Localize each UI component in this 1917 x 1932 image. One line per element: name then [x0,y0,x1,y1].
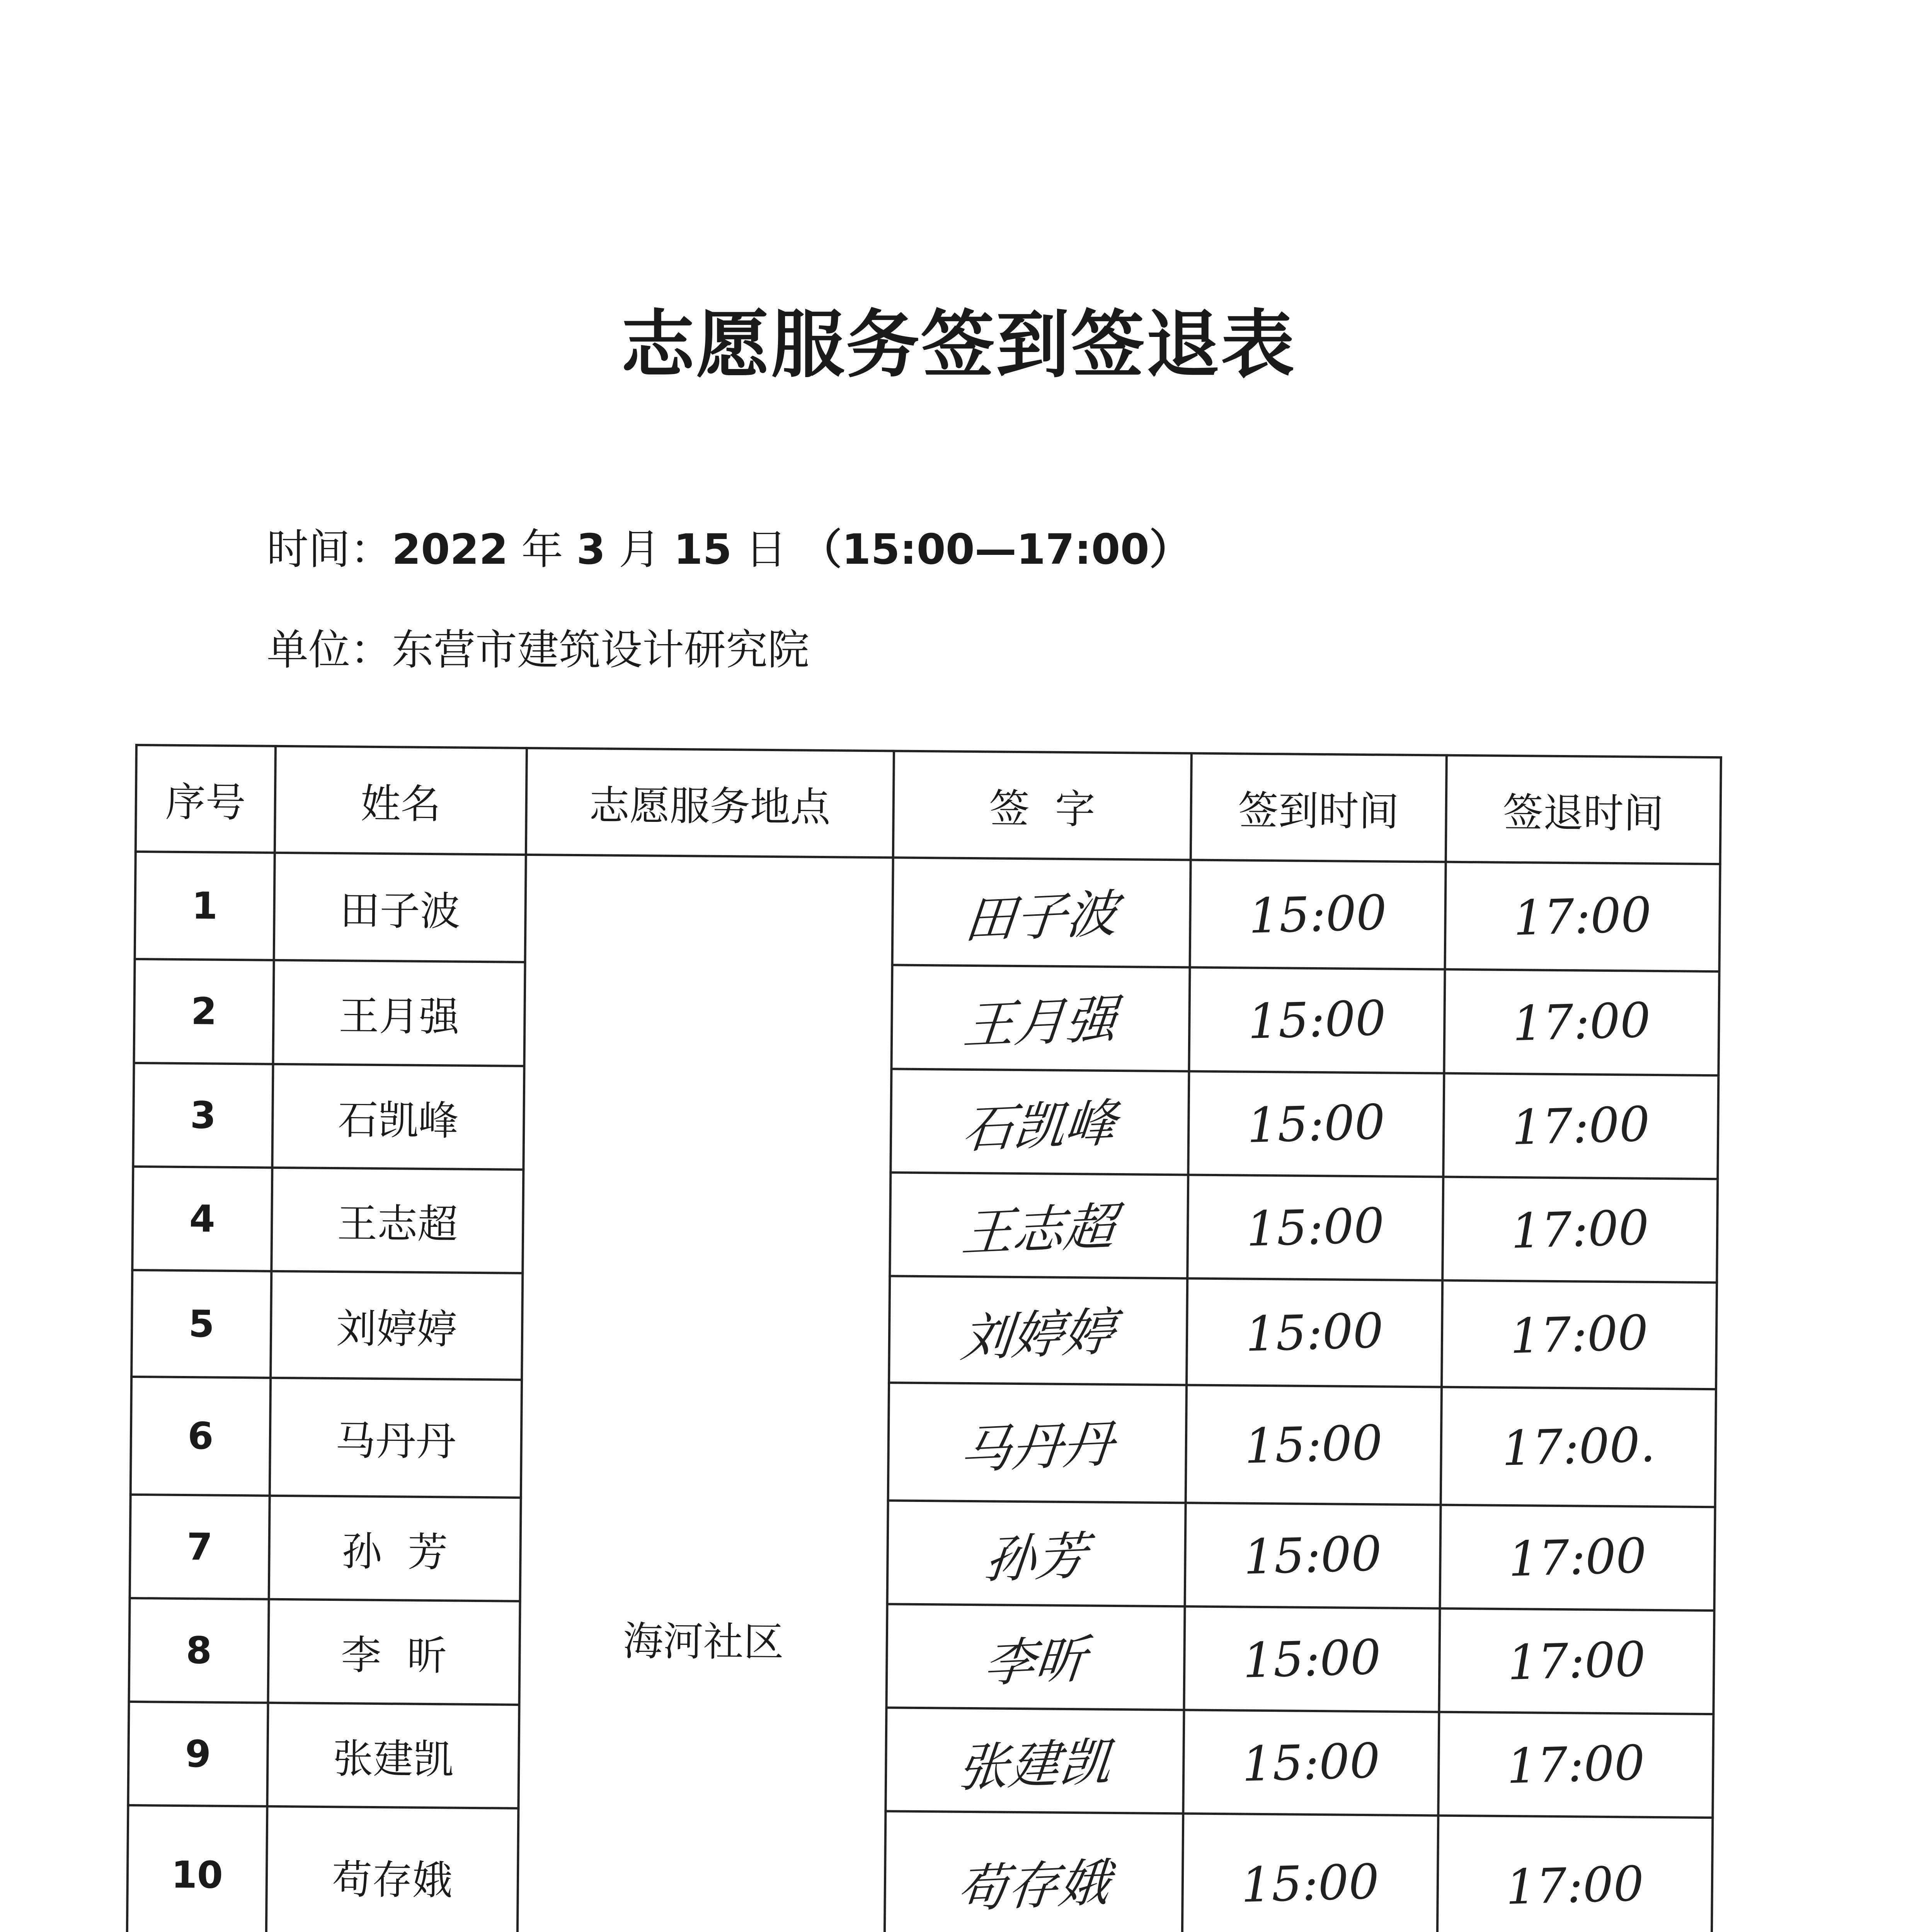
time-range: （15:00—17:00） [800,526,1191,574]
table-row [131,1270,1717,1389]
sign-out-time-cell [1442,1177,1718,1282]
header-sign-out: 签退时间 [1446,755,1721,864]
handwritten-sign-in-time: 15:00 [1244,1415,1384,1475]
handwritten-sign-out-time: 17:00 [1507,1631,1647,1691]
sign-out-time-cell [1439,1608,1714,1714]
name-cell: 田子波 [274,853,526,962]
day-value: 15 [674,526,732,574]
signature-cell [886,1604,1185,1710]
signature-cell [891,965,1190,1071]
sign-out-time-cell [1445,862,1720,972]
seq-cell: 2 [134,959,274,1064]
signature-cell [885,1811,1183,1932]
name-cell: 张建凯 [267,1703,519,1808]
name-cell: 马丹丹 [270,1378,522,1497]
seq-cell: 9 [128,1702,268,1806]
seq-cell: 5 [131,1270,271,1378]
sign-in-time-cell [1187,1278,1442,1387]
unit-value: 东营市建筑设计研究院 [392,626,810,674]
unit-label: 单位： [267,626,392,674]
header-name: 姓名 [275,746,527,855]
month-unit: 月 [618,526,661,574]
sign-in-time-cell [1184,1606,1440,1712]
header-location: 志愿服务地点 [526,748,894,857]
signature-cell [889,1276,1187,1385]
seq-cell: 8 [129,1598,269,1703]
year-value: 2022 [392,526,508,574]
seq-cell: 6 [131,1377,271,1495]
sign-out-time-cell [1442,1281,1717,1389]
table-row [128,1702,1713,1818]
handwritten-signature: 王志超 [959,1197,1118,1264]
seq-cell: 7 [130,1495,270,1599]
handwritten-sign-in-time: 15:00 [1246,1094,1386,1154]
handwritten-signature: 田子波 [962,884,1120,951]
seq-cell: 1 [135,852,275,960]
handwritten-signature: 马丹丹 [957,1414,1116,1481]
sign-in-time-cell [1186,1385,1442,1505]
name-cell: 孙 芳 [269,1495,521,1601]
handwritten-sign-out-time: 17:00 [1513,887,1653,947]
handwritten-sign-out-time: 17:00 [1505,1856,1645,1915]
sign-in-time-cell [1188,1071,1444,1177]
signature-cell [890,1069,1189,1175]
sign-out-time-cell [1438,1712,1713,1818]
handwritten-sign-in-time: 15:00 [1245,1303,1384,1362]
signature-cell [885,1708,1184,1813]
name-cell: 刘婷婷 [271,1271,523,1380]
sign-out-time-cell [1440,1505,1715,1611]
handwritten-sign-in-time: 15:00 [1248,885,1388,944]
table-row [134,959,1720,1075]
sign-in-time-cell [1187,1175,1443,1280]
sign-in-time-cell [1190,860,1446,969]
handwritten-sign-out-time: 17:00 [1506,1735,1646,1795]
handwritten-sign-out-time: 17:00 [1512,992,1652,1052]
seq-cell: 3 [133,1063,273,1168]
handwritten-signature: 刘婷婷 [958,1302,1117,1369]
day-unit: 日 [745,526,787,574]
unit-line [267,616,809,676]
header-seq: 序号 [136,745,276,853]
handwritten-signature: 张建凯 [955,1732,1114,1799]
name-cell: 王月强 [273,960,525,1066]
signature-cell [888,1383,1187,1503]
header-signature: 签 字 [893,751,1192,860]
name-cell: 王志超 [271,1168,523,1273]
table-header-row [136,745,1721,864]
handwritten-sign-in-time: 15:00 [1243,1526,1383,1585]
sign-in-sheet [122,744,1720,1932]
table-row [127,1805,1713,1932]
sign-in-time-cell [1189,968,1445,1073]
handwritten-signature: 孙芳 [982,1526,1090,1590]
sign-out-time-cell [1444,969,1719,1075]
handwritten-sign-in-time: 15:00 [1241,1733,1381,1793]
name-cell: 李 昕 [268,1599,520,1705]
month-value: 3 [576,526,606,574]
handwritten-sign-in-time: 15:00 [1247,990,1387,1050]
handwritten-sign-in-time: 15:00 [1242,1629,1382,1689]
signature-cell [887,1500,1186,1606]
table-row [131,1377,1716,1507]
handwritten-sign-out-time: 17:00 [1508,1528,1648,1587]
sign-out-time-cell [1443,1073,1718,1179]
sign-out-time-cell [1437,1816,1713,1932]
handwritten-sign-in-time: 15:00 [1245,1198,1385,1257]
date-line [267,516,1191,576]
table-row [130,1495,1715,1611]
time-label: 时间： [267,526,392,574]
page-title: 志愿服务签到签退表 [621,302,1296,388]
sign-in-time-cell [1183,1710,1439,1815]
sign-in-table [122,744,1722,1932]
handwritten-sign-in-time: 15:00 [1240,1854,1380,1913]
year-unit: 年 [521,526,563,574]
seq-cell: 4 [132,1167,272,1271]
name-cell: 石凯峰 [272,1064,524,1169]
handwritten-signature: 李昕 [981,1629,1089,1694]
table-row [132,1167,1718,1282]
sign-in-time-cell [1182,1814,1439,1932]
name-cell: 苟存娥 [266,1806,519,1932]
signature-cell [890,1172,1188,1278]
seq-cell: 10 [127,1805,267,1932]
handwritten-signature: 苟存娥 [954,1852,1113,1920]
table-row [133,1063,1718,1179]
sign-in-time-cell [1185,1503,1441,1608]
table-row [135,852,1720,971]
handwritten-sign-out-time: 17:00 [1511,1096,1651,1156]
sign-out-time-cell [1441,1387,1716,1507]
signature-cell [892,857,1191,967]
handwritten-sign-out-time: 17:00. [1501,1417,1656,1477]
location-cell: 海河社区 [514,855,893,1932]
handwritten-signature: 石凯峰 [960,1093,1119,1160]
header-sign-in: 签到时间 [1191,753,1447,862]
handwritten-sign-out-time: 17:00 [1510,1200,1650,1260]
handwritten-signature: 王月强 [961,989,1120,1056]
table-row [129,1598,1714,1714]
handwritten-sign-out-time: 17:00 [1509,1305,1649,1365]
